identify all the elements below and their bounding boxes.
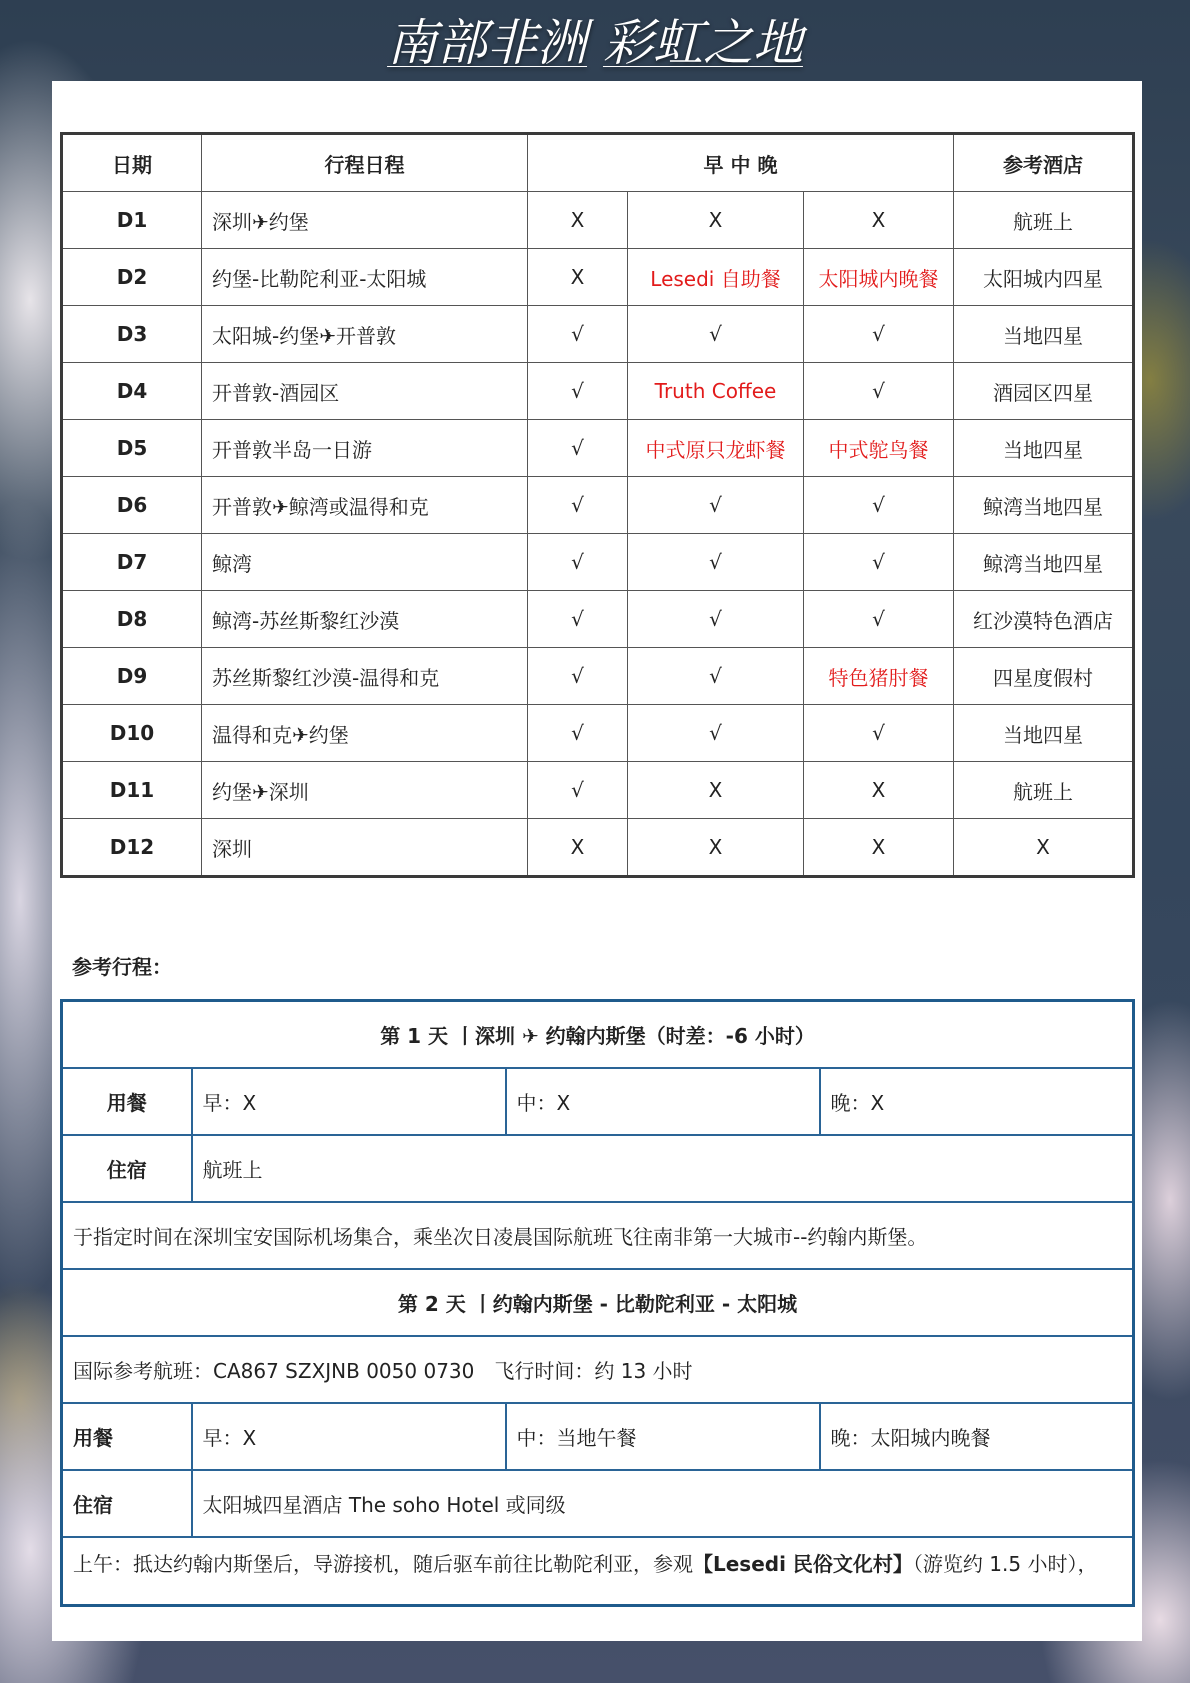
day-cell: D5 (62, 420, 202, 477)
dinner-cell: √ (804, 534, 954, 591)
breakfast-cell: √ (528, 648, 628, 705)
day2-desc-bold: 【Lesedi 民俗文化村】 (693, 1552, 913, 1576)
day2-stay-row (62, 1470, 1134, 1537)
day2-meal-row (62, 1403, 1134, 1470)
route-cell: 鲸湾-苏丝斯黎红沙漠 (202, 591, 528, 648)
day2-breakfast: 早：X (192, 1403, 506, 1470)
hotel-cell: 太阳城内四星 (954, 249, 1134, 306)
dinner-cell: √ (804, 306, 954, 363)
hotel-cell: 当地四星 (954, 306, 1134, 363)
breakfast-cell: √ (528, 762, 628, 819)
day1-desc-row (62, 1202, 1134, 1269)
day-cell: D3 (62, 306, 202, 363)
lunch-cell: X (628, 819, 804, 877)
day-cell: D1 (62, 192, 202, 249)
dinner-cell: X (804, 819, 954, 877)
dinner-cell: √ (804, 477, 954, 534)
overview-row (62, 534, 1134, 591)
title-part-1: 南部非洲 (387, 14, 588, 72)
breakfast-cell: √ (528, 306, 628, 363)
breakfast-cell: √ (528, 363, 628, 420)
route-cell: 苏丝斯黎红沙漠-温得和克 (202, 648, 528, 705)
lunch-cell: √ (628, 705, 804, 762)
breakfast-cell: √ (528, 705, 628, 762)
breakfast-cell: X (528, 249, 628, 306)
day-cell: D2 (62, 249, 202, 306)
day1-meal-row (62, 1068, 1134, 1135)
day-cell: D8 (62, 591, 202, 648)
route-cell: 开普敦-酒园区 (202, 363, 528, 420)
day2-meal-label: 用餐 (62, 1403, 192, 1470)
lunch-cell: Truth Coffee (628, 363, 804, 420)
overview-row (62, 420, 1134, 477)
lunch-cell: X (628, 762, 804, 819)
day2-header: 第 2 天 丨约翰内斯堡 - 比勒陀利亚 - 太阳城 (62, 1269, 1134, 1336)
overview-row (62, 306, 1134, 363)
header-date: 日期 (62, 134, 202, 192)
dinner-cell: 中式鸵鸟餐 (804, 420, 954, 477)
hotel-cell: 航班上 (954, 762, 1134, 819)
day1-header: 第 1 天 丨深圳 ✈ 约翰内斯堡（时差：-6 小时） (62, 1001, 1134, 1069)
header-hotel: 参考酒店 (954, 134, 1134, 192)
hotel-cell: X (954, 819, 1134, 877)
day-cell: D11 (62, 762, 202, 819)
day2-lunch: 中：当地午餐 (506, 1403, 820, 1470)
lunch-cell: √ (628, 591, 804, 648)
dinner-cell: 太阳城内晚餐 (804, 249, 954, 306)
route-cell: 太阳城-约堡✈开普敦 (202, 306, 528, 363)
day1-dinner: 晚：X (820, 1068, 1134, 1135)
breakfast-cell: √ (528, 591, 628, 648)
day1-lunch: 中：X (506, 1068, 820, 1135)
overview-header-row (62, 134, 1134, 192)
route-cell: 深圳✈约堡 (202, 192, 528, 249)
breakfast-cell: √ (528, 477, 628, 534)
lunch-cell: √ (628, 534, 804, 591)
dinner-cell: √ (804, 705, 954, 762)
overview-row (62, 762, 1134, 819)
day2-desc-pre: 上午：抵达约翰内斯堡后，导游接机，随后驱车前往比勒陀利亚，参观 (73, 1552, 693, 1576)
content-panel (52, 81, 1142, 1641)
overview-body (62, 192, 1134, 877)
lunch-cell: X (628, 192, 804, 249)
day2-header-row (62, 1269, 1134, 1336)
itinerary-overview-table (60, 132, 1135, 878)
day2-desc-row (62, 1537, 1134, 1606)
breakfast-cell: √ (528, 534, 628, 591)
reference-itinerary-label: 参考行程： (72, 955, 172, 979)
lunch-cell: 中式原只龙虾餐 (628, 420, 804, 477)
day-cell: D12 (62, 819, 202, 877)
day-cell: D4 (62, 363, 202, 420)
day2-flight-row (62, 1336, 1134, 1403)
day2-description (62, 1537, 1134, 1606)
dinner-cell: X (804, 192, 954, 249)
breakfast-cell: X (528, 819, 628, 877)
route-cell: 温得和克✈约堡 (202, 705, 528, 762)
day2-dinner: 晚：太阳城内晚餐 (820, 1403, 1134, 1470)
day-cell: D9 (62, 648, 202, 705)
day2-flight-info: 国际参考航班：CA867 SZXJNB 0050 0730 飞行时间：约 13 小时 (62, 1336, 1134, 1403)
hotel-cell: 当地四星 (954, 420, 1134, 477)
day-cell: D7 (62, 534, 202, 591)
itinerary-detail-table (60, 999, 1135, 1607)
dinner-cell: 特色猪肘餐 (804, 648, 954, 705)
lunch-cell: √ (628, 648, 804, 705)
lunch-cell: √ (628, 306, 804, 363)
lunch-cell: Lesedi 自助餐 (628, 249, 804, 306)
route-cell: 约堡-比勒陀利亚-太阳城 (202, 249, 528, 306)
hotel-cell: 四星度假村 (954, 648, 1134, 705)
route-cell: 开普敦✈鲸湾或温得和克 (202, 477, 528, 534)
day1-meal-label: 用餐 (62, 1068, 192, 1135)
dinner-cell: √ (804, 363, 954, 420)
day2-stay-label: 住宿 (62, 1470, 192, 1537)
page-title (0, 8, 1190, 78)
breakfast-cell: √ (528, 420, 628, 477)
day2-stay: 太阳城四星酒店 The soho Hotel 或同级 (192, 1470, 1134, 1537)
day-cell: D10 (62, 705, 202, 762)
day1-header-row (62, 1001, 1134, 1069)
route-cell: 鲸湾 (202, 534, 528, 591)
day1-stay: 航班上 (192, 1135, 1134, 1202)
day1-stay-row (62, 1135, 1134, 1202)
overview-row (62, 705, 1134, 762)
title-part-2: 彩虹之地 (602, 14, 803, 72)
overview-row (62, 819, 1134, 877)
overview-row (62, 477, 1134, 534)
overview-row (62, 648, 1134, 705)
overview-row (62, 363, 1134, 420)
day1-breakfast: 早：X (192, 1068, 506, 1135)
hotel-cell: 当地四星 (954, 705, 1134, 762)
hotel-cell: 鲸湾当地四星 (954, 477, 1134, 534)
day1-stay-label: 住宿 (62, 1135, 192, 1202)
dinner-cell: X (804, 762, 954, 819)
hotel-cell: 红沙漠特色酒店 (954, 591, 1134, 648)
day2-desc-post: （游览约 1.5 小时）， (912, 1552, 1098, 1576)
hotel-cell: 航班上 (954, 192, 1134, 249)
route-cell: 约堡✈深圳 (202, 762, 528, 819)
breakfast-cell: X (528, 192, 628, 249)
route-cell: 开普敦半岛一日游 (202, 420, 528, 477)
overview-row (62, 192, 1134, 249)
day-cell: D6 (62, 477, 202, 534)
hotel-cell: 鲸湾当地四星 (954, 534, 1134, 591)
overview-row (62, 591, 1134, 648)
dinner-cell: √ (804, 591, 954, 648)
day1-description: 于指定时间在深圳宝安国际机场集合，乘坐次日凌晨国际航班飞往南非第一大城市--约翰内斯堡。 (62, 1202, 1134, 1269)
lunch-cell: √ (628, 477, 804, 534)
route-cell: 深圳 (202, 819, 528, 877)
hotel-cell: 酒园区四星 (954, 363, 1134, 420)
header-meals: 早 中 晚 (528, 134, 954, 192)
overview-row (62, 249, 1134, 306)
header-route: 行程日程 (202, 134, 528, 192)
